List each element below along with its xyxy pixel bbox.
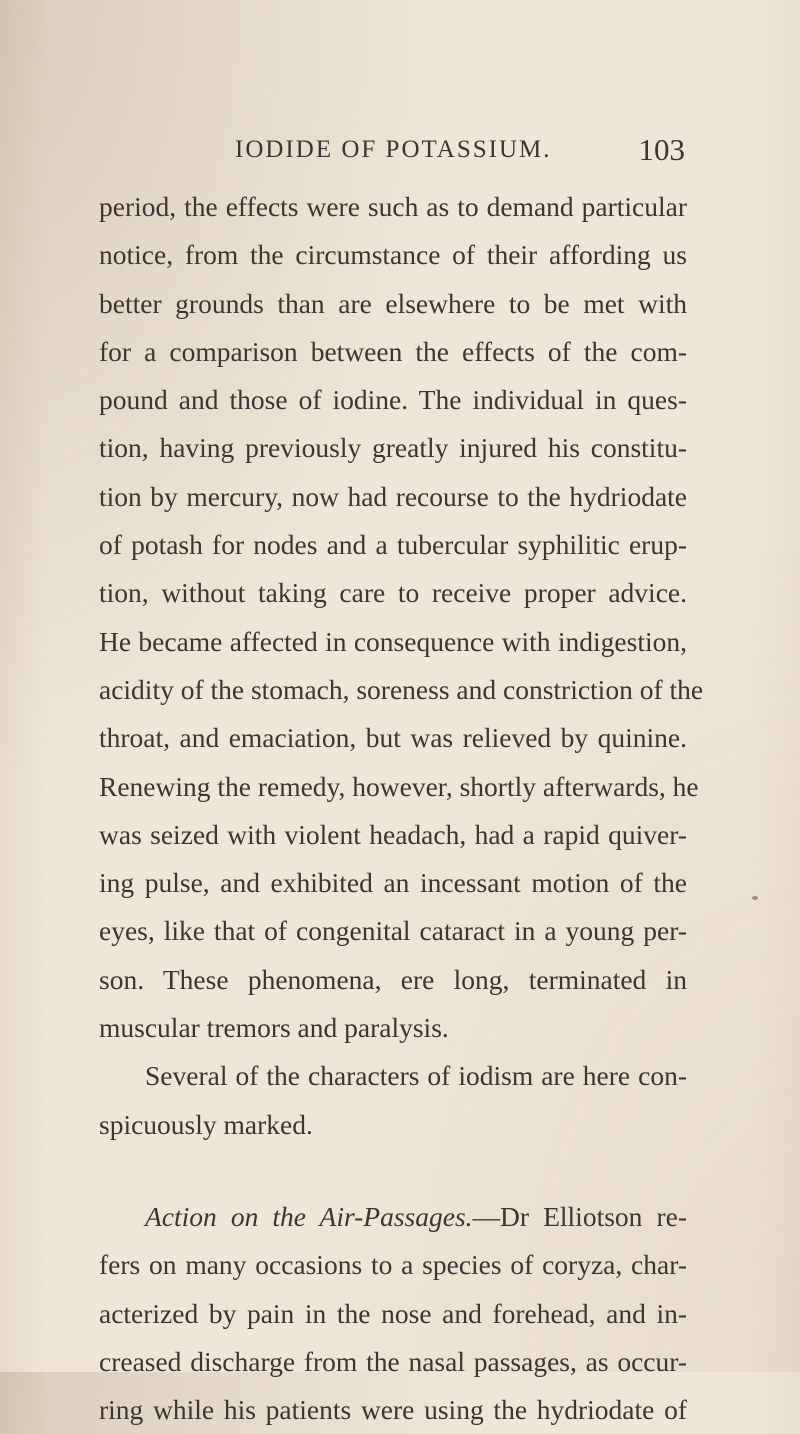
text-line: was seized with violent headach, had a rapid quiver- [99,818,687,850]
running-head [235,132,685,172]
paragraph-2 [99,1052,687,1149]
text-line: tion, having previously greatly injured his constitu- [99,432,687,464]
section-heading-continuation: —Dr Elliotson re- [472,1200,687,1232]
text-line: of potash for nodes and a tubercular syphilitic erup- [99,529,687,561]
text-line: son. These phenomena, ere long, terminated in [99,963,687,995]
text-line: Renewing the remedy, however, shortly afterwards, he [99,770,699,802]
text-line: tion, without taking care to receive proper advice. [99,577,687,609]
section-air-passages [99,1193,687,1434]
body-text [99,183,704,1434]
text-line: spicuously marked. [99,1108,313,1140]
text-line: for a comparison between the effects of the com- [99,335,687,367]
text-line: creased discharge from the nasal passages, as occur- [99,1345,687,1377]
paragraph-1 [99,183,704,1052]
section-gap [99,1149,687,1193]
text-line: period, the effects were such as to demand particular [99,191,687,222]
text-line: acidity of the stomach, soreness and constriction of the [99,673,704,705]
text-line: fers on many occasions to a species of coryza, char- [99,1249,687,1281]
text-line: throat, and emaciation, but was relieved by quinine. [99,722,687,754]
running-head-title: IODIDE OF POTASSIUM. [235,136,552,163]
text-line: ring while his patients were using the hydriodate of [99,1394,687,1426]
text-line: He became affected in consequence with indigestion, [99,625,687,657]
section-heading-line [99,1193,687,1241]
text-line: Several of the characters of iodism are here con- [145,1060,687,1092]
text-line: pound and those of iodine. The individual in ques- [99,384,687,416]
text-line: muscular tremors and paralysis. [99,1012,449,1044]
paper-speck [752,896,758,900]
text-line: notice, from the circumstance of their affording us [99,239,687,271]
text-line: better grounds than are elsewhere to be met with [99,287,687,319]
text-line: eyes, like that of congenital cataract in a young per- [99,915,687,947]
text-line: acterized by pain in the nose and forehead, and in- [99,1297,687,1329]
page-number: 103 [638,132,685,167]
text-line: tion by mercury, now had recourse to the hydriodate [99,480,687,512]
section-heading: Action on the Air-Passages. [145,1200,473,1232]
text-line: ing pulse, and exhibited an incessant motion of the [99,867,687,899]
